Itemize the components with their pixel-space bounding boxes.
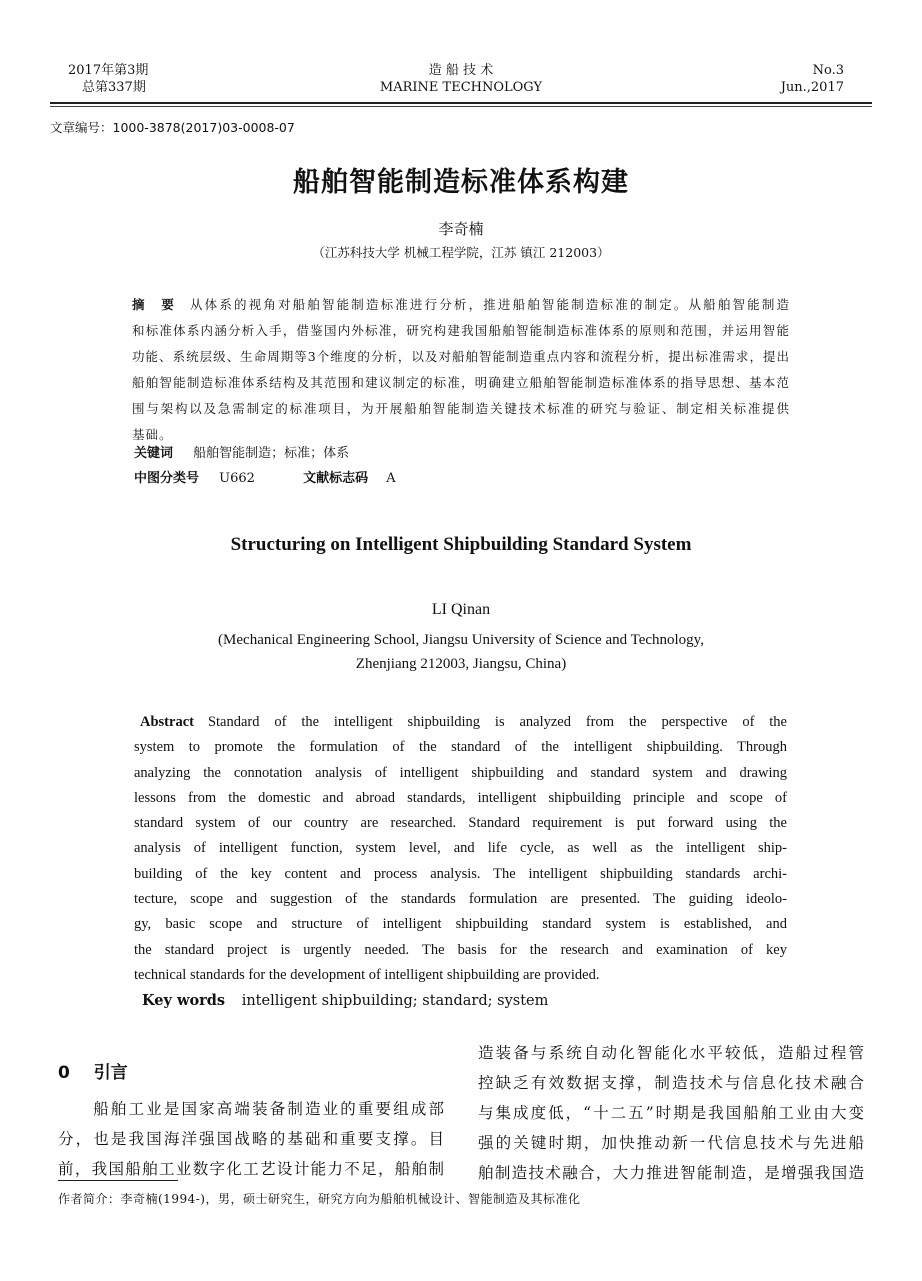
title-cn: 船舶智能制造标准体系构建 bbox=[293, 167, 629, 198]
keywords-en-label: Key words bbox=[142, 992, 226, 1010]
abstract-en-line: gy, basic scope and structure of intelligent shipbuilding standard system is established, and bbox=[134, 916, 787, 933]
section-title: 引言 bbox=[93, 1063, 128, 1083]
abstract-en-line: lessons from the domestic and abroad standards, intelligent shipbuilding principle and scope of bbox=[134, 789, 787, 806]
keywords-cn-text: 船舶智能制造；标准；体系 bbox=[193, 446, 350, 461]
classification bbox=[134, 467, 396, 486]
footnote-rule bbox=[58, 1180, 178, 1181]
body-line: 前，我国船舶工业数字化工艺设计能力不足，船舶制 bbox=[58, 1160, 444, 1178]
author-cn: 李奇楠 bbox=[438, 220, 484, 238]
affiliation-cn: （江苏科技大学 机械工程学院，江苏 镇江 212003） bbox=[312, 245, 610, 260]
issue-month: Jun.,2017 bbox=[780, 80, 844, 95]
body-left-column bbox=[58, 1094, 444, 1184]
body-line: 控缺乏有效数据支撑，制造技术与信息化技术融合 bbox=[478, 1074, 864, 1092]
abstract-en-label: Abstract bbox=[140, 714, 194, 730]
author-footnote: 作者简介：李奇楠(1994-)，男，硕士研究生，研究方向为船舶机械设计、智能制造及其标准化 bbox=[58, 1192, 581, 1206]
issue-number: 2017年第3期 bbox=[68, 63, 149, 78]
title-en: Structuring on Intelligent Shipbuilding Standard System bbox=[230, 534, 692, 555]
abstract-en-line: analyzing the connotation analysis of intelligent shipbuilding and standard system and drawing bbox=[134, 764, 787, 781]
body-line: 强的关键时期，加快推动新一代信息技术与先进船 bbox=[478, 1134, 864, 1152]
abstract-en bbox=[134, 710, 787, 1014]
abstract-en-line: the standard project is urgently needed. The basis for the research and examination of key bbox=[134, 941, 787, 958]
doc-code-label: 文献标志码 bbox=[303, 471, 369, 486]
abstract-cn-line: 和标准体系内涵分析入手，借鉴国内外标准，研究构建我国船舶智能制造标准体系的原则和范围，并运用智能 bbox=[132, 323, 790, 338]
abstract-cn bbox=[132, 292, 790, 448]
author-en: LI Qinan bbox=[431, 601, 491, 618]
journal-name-en: MARINE TECHNOLOGY bbox=[379, 80, 543, 95]
keywords-cn-label: 关键词 bbox=[134, 446, 174, 461]
clc-value: U662 bbox=[219, 471, 255, 486]
affiliation-en bbox=[0, 628, 922, 676]
abstract-cn-line: 船舶智能制造标准体系结构及其范围和建议制定的标准，明确建立船舶智能制造标准体系的指导思想、基本范 bbox=[132, 375, 790, 390]
issue-date bbox=[781, 62, 844, 96]
journal-name-cn: 造 船 技 术 bbox=[428, 63, 494, 78]
doc-code-value: A bbox=[386, 471, 396, 486]
section-heading bbox=[58, 1058, 128, 1083]
body-right-column bbox=[478, 1038, 864, 1188]
total-issue: 总第337期 bbox=[82, 80, 146, 95]
issue-info bbox=[68, 62, 148, 96]
abstract-cn-line bbox=[132, 292, 790, 318]
abstract-en-line: standard system of our country are researched. Standard requirement is put forward using the bbox=[134, 815, 787, 832]
keywords-cn bbox=[134, 442, 349, 461]
header-rule bbox=[50, 102, 872, 104]
keywords-en-text: intelligent shipbuilding; standard; system bbox=[241, 993, 549, 1010]
journal-name bbox=[300, 62, 622, 96]
abstract-en-line bbox=[134, 710, 787, 735]
abstract-en-text: Standard of the intelligent shipbuilding is analyzed from the perspective of the bbox=[207, 714, 787, 730]
abstract-cn-line: 基础。 bbox=[132, 427, 173, 442]
article-id: 文章编号：1000-3878(2017)03-0008-07 bbox=[50, 120, 295, 135]
section-number: 0 bbox=[58, 1063, 70, 1083]
affiliation-en-line: Zhenjiang 212003, Jiangsu, China) bbox=[355, 656, 567, 672]
affiliation-en-line: (Mechanical Engineering School, Jiangsu University of Science and Technology, bbox=[218, 632, 704, 648]
body-line: 与集成度低，“十二五”时期是我国船舶工业由大变 bbox=[478, 1104, 864, 1122]
keywords-en bbox=[134, 988, 787, 1014]
header-rule-thin bbox=[50, 106, 872, 107]
abstract-cn-text: 从体系的视角对船舶智能制造标准进行分析，推进船舶智能制造标准的制定。从船舶智能制造 bbox=[190, 297, 790, 312]
abstract-cn-line: 功能、系统层级、生命周期等3个维度的分析，以及对船舶智能制造重点内容和流程分析，提出标准需求，提出 bbox=[132, 349, 790, 364]
abstract-cn-label: 摘 要 bbox=[132, 297, 176, 312]
issue-no: No.3 bbox=[812, 63, 844, 78]
clc-label: 中图分类号 bbox=[134, 471, 200, 486]
abstract-en-line: system to promote the formulation of the standard of the intelligent shipbuilding. Through bbox=[134, 739, 787, 756]
abstract-cn-line: 围与架构以及急需制定的标准项目，为开展船舶智能制造关键技术标准的研究与验证、制定相关标准提供 bbox=[132, 401, 790, 416]
abstract-en-line: technical standards for the development of intelligent shipbuilding are provided. bbox=[134, 966, 600, 983]
body-line: 造装备与系统自动化智能化水平较低，造船过程管 bbox=[478, 1044, 864, 1062]
body-line: 船舶工业是国家高端装备制造业的重要组成部 bbox=[58, 1100, 444, 1118]
body-line: 舶制造技术融合，大力推进智能制造，是增强我国造 bbox=[478, 1164, 864, 1182]
body-line: 分，也是我国海洋强国战略的基础和重要支撑。目 bbox=[58, 1130, 444, 1148]
abstract-en-line: building of the key content and process analysis. The intelligent shipbuilding standards archi- bbox=[134, 865, 787, 882]
abstract-en-line: tecture, scope and suggestion of the standards formulation are presented. The guiding ideolo- bbox=[134, 891, 787, 908]
abstract-en-line: analysis of intelligent function, system level, and life cycle, as well as the intelligent ship- bbox=[134, 840, 787, 857]
